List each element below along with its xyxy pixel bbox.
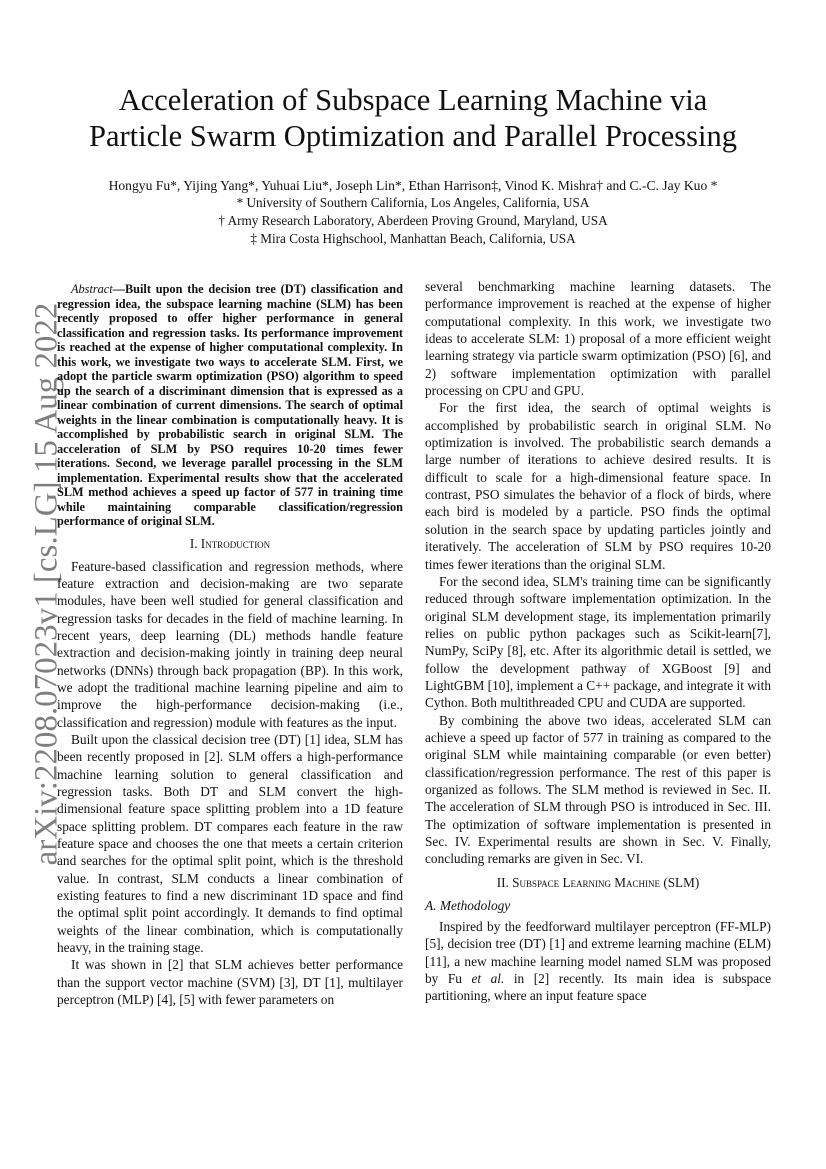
title-line-2: Particle Swarm Optimization and Parallel Processing bbox=[89, 119, 737, 153]
methodology-text-end: in [2] recently. Its main idea is subspace partitioning, where an input feature space bbox=[425, 971, 772, 1004]
affiliation-arl: † Army Research Laboratory, Aberdeen Proving Ground, Maryland, USA bbox=[218, 213, 608, 228]
section-heading-slm: II. Subspace Learning Machine (SLM) bbox=[496, 874, 700, 890]
arxiv-stamp-text: arXiv:2208.07023v1 [cs.LG] 15 Aug 2022 bbox=[28, 302, 65, 866]
abstract-label: Abstract bbox=[71, 282, 113, 296]
et-al: et al. bbox=[471, 971, 505, 987]
subsection-heading-methodology: A. Methodology bbox=[425, 897, 511, 913]
methodology-text: Inspired by the feedforward multilayer perceptron (FF-MLP) [5], decision tree (DT) [1] and extreme learning machine (ELM) [11], a new machine learning model named SLM was proposed by Fu bbox=[425, 919, 771, 987]
abstract-text: —Built upon the decision tree (DT) classification and regression idea, the subspace learning machine (SLM) has been recently proposed to offer higher performance in general classification and regression tasks. Its performance improvement is reached at the expense of higher computational complexity. In this work, we investigate two ways to accelerate SLM. First, we adopt the particle swarm optimization (PSO) algorithm to speed up the search of a discriminant dimension that is expressed as a linear combination of current dimensions. The search of optimal weights in the linear combination is computationally heavy. It is accomplished by probabilistic search in original SLM. The acceleration of SLM by PSO requires 10-20 times fewer iterations. Second, we leverage parallel processing in the SLM implementation. Experimental results show that the accelerated SLM method achieves a speed up factor of 577 in training time while maintaining comparable classification/regression performance of original SLM. bbox=[57, 282, 403, 528]
abstract bbox=[57, 282, 403, 529]
affiliation-usc: * University of Southern California, Los Angeles, California, USA bbox=[236, 195, 590, 210]
title-line-1: Acceleration of Subspace Learning Machine via bbox=[118, 83, 708, 117]
left-column bbox=[57, 282, 403, 1008]
paragraph: It was shown in [2] that SLM achieves better performance than the support vector machine (SVM) [3], DT [1], multilayer perceptron (MLP) [4], [5] with fewer parameters on bbox=[57, 957, 403, 1008]
paragraph: Built upon the classical decision tree (DT) [1] idea, SLM has been recently proposed in [2]. SLM offers a high-performance machine learning solution to general classification and regression tasks. Both DT and SLM convert the high-dimensional feature space splitting problem into a 1D feature space splitting problem. DT compares each feature in the raw feature space and chooses the one that meets a certain criterion and searches for the optimal split point, which is the threshold value. In contrast, SLM conducts a linear combination of existing features to find a new discriminant 1D space and find the optimal split point accordingly. It demands to find optimal weights of the linear combination, which is computationally heavy, in the training stage. bbox=[57, 731, 403, 956]
section-heading-introduction: I. Introduction bbox=[189, 535, 271, 551]
paragraph: Feature-based classification and regression methods, where feature extraction and decision-making are two separate modules, have been well studied for general classification and regression tasks for decades in the field of machine learning. In recent years, deep learning (DL) methods handle feature extraction and decision-making jointly in training deep neural networks (DNNs) through back propagation (BP). In this work, we adopt the traditional machine learning pipeline and aim to improve the high-performance decision-making (i.e., classification and regression) module with features as the input. bbox=[57, 558, 403, 730]
affiliation-mira-costa: ‡ Mira Costa Highschool, Manhattan Beach, California, USA bbox=[250, 231, 576, 246]
paragraph-methodology bbox=[425, 918, 771, 1005]
paragraph: For the first idea, the search of optimal weights is accomplished by probabilistic search in original SLM. No optimization is involved. The probabilistic search demands a large number of iterations to achieve desired results. It is difficult to scale for a high-dimensional feature space. In contrast, PSO simulates the behavior of a flock of birds, where each bird is modeled by a particle. PSO finds the optimal solution in the search space by updating particles jointly and iteratively. The acceleration of SLM by PSO requires 10-20 times fewer iterations than the original SLM. bbox=[425, 400, 771, 572]
paper-title bbox=[40, 82, 786, 154]
paragraph: For the second idea, SLM's training time can be significantly reduced through software implementation optimization. In the original SLM development stage, its implementation primarily relies on public python packages such as Scikit-learn[7], NumPy, SciPy [8], etc. After its algorithmic detail is settled, we follow the development pathway of XGBoost [9] and LightGBM [10], implement a C++ package, and integrate it with Cython. Both multithreaded CPU and CUDA are supported. bbox=[425, 573, 771, 711]
right-column bbox=[425, 278, 771, 1005]
paragraph: several benchmarking machine learning datasets. The performance improvement is reached at the expense of higher computational complexity. In this work, we investigate two ideas to accelerate SLM: 1) proposal of a more efficient weight learning strategy via particle swarm optimization (PSO) [6], and 2) software implementation optimization with parallel processing on CPU and GPU. bbox=[425, 279, 771, 399]
paragraph: By combining the above two ideas, accelerated SLM can achieve a speed up factor of 577 in training as compared to the original SLM while maintaining comparable (or even better) classification/regression performance. The rest of this paper is organized as follows. The SLM method is reviewed in Sec. II. The acceleration of SLM through PSO is introduced in Sec. III. The optimization of software implementation is presented in Sec. IV. Experimental results are shown in Sec. V. Finally, concluding remarks are given in Sec. VI. bbox=[425, 712, 771, 867]
author-list: Hongyu Fu*, Yijing Yang*, Yuhuai Liu*, Joseph Lin*, Ethan Harrison‡, Vinod K. Mishra† and C.-C. Jay Kuo * bbox=[108, 178, 718, 193]
